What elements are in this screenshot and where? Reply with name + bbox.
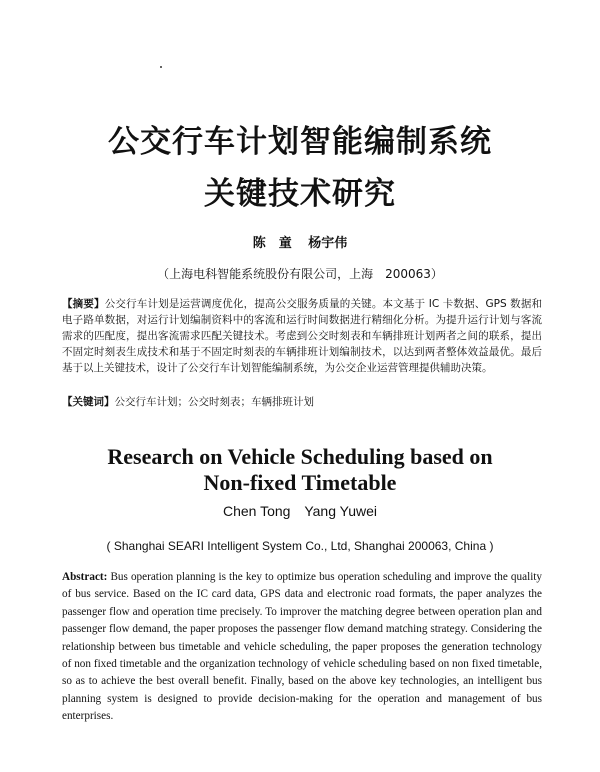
chinese-abstract-text: 公交行车计划是运营调度优化，提高公交服务质量的关键。本文基于 IC 卡数据、GPS 数据和电子路单数据，对运行计划编制资料中的客流和运行时间数据进行精细化分析。为提升运行计划与客流需求的匹配度，提出客流需求匹配关键技术。考虑到公交时刻表和车辆排班计划两者之间的联系，提出不固定时刻表生成技术和基于不固定时刻表的车辆排班计划编制技术，以达到两者整体效益最优。最后基于以上关键技术，设计了公交行车计划智能编制系统，为公交企业运营管理提供辅助决策。 — [62, 298, 543, 374]
english-affiliation: ( Shanghai SEARI Intelligent System Co., Ltd, Shanghai 200063, China ) — [106, 539, 494, 553]
chinese-title-line-2: 关键技术研究 — [204, 176, 396, 212]
english-author-1: Chen Tong — [222, 503, 291, 519]
english-title-line-1: Research on Vehicle Scheduling based on — [107, 444, 493, 469]
chinese-keywords — [62, 394, 542, 410]
chinese-abstract-label: 【摘要】 — [62, 298, 105, 310]
chinese-affiliation: （上海电科智能系统股份有限公司，上海 200063） — [157, 267, 443, 281]
chinese-author-2: 杨宇伟 — [308, 236, 348, 251]
english-title-line-2: Non-fixed Timetable — [203, 470, 397, 495]
english-authors — [0, 503, 600, 519]
chinese-keywords-text: 公交行车计划；公交时刻表；车辆排班计划 — [114, 396, 314, 408]
english-abstract — [62, 569, 542, 726]
chinese-author-1: 陈 童 — [252, 236, 292, 251]
english-author-2: Yang Yuwei — [304, 503, 377, 519]
english-abstract-label: Abstract: — [62, 571, 108, 583]
chinese-abstract — [62, 296, 542, 376]
chinese-authors — [0, 232, 600, 251]
chinese-keywords-label: 【关键词】 — [62, 396, 115, 408]
speck — [160, 66, 162, 68]
chinese-title-line-1: 公交行车计划智能编制系统 — [108, 124, 492, 160]
english-abstract-text: Bus operation planning is the key to optimize bus operation scheduling and improve the quality of bus service. Based on the IC card data, GPS data and electronic road formats, the paper analyzes the passenger flow and operation time precisely. To improver the matching degree between operation plan and passenger flow demand, the paper proposes the passenger flow demand matching strategy. Considering the relationship between bus timetable and vehicle scheduling, the paper proposes the generation technology of non fixed timetable and the organization technology of vehicle scheduling based on non fixed timetable, so as to achieve the best overall benefit. Finally, based on the above key technologies, an intelligent bus planning system is designed to provide decision-making for the operation and management of bus enterprises. — [62, 571, 543, 723]
